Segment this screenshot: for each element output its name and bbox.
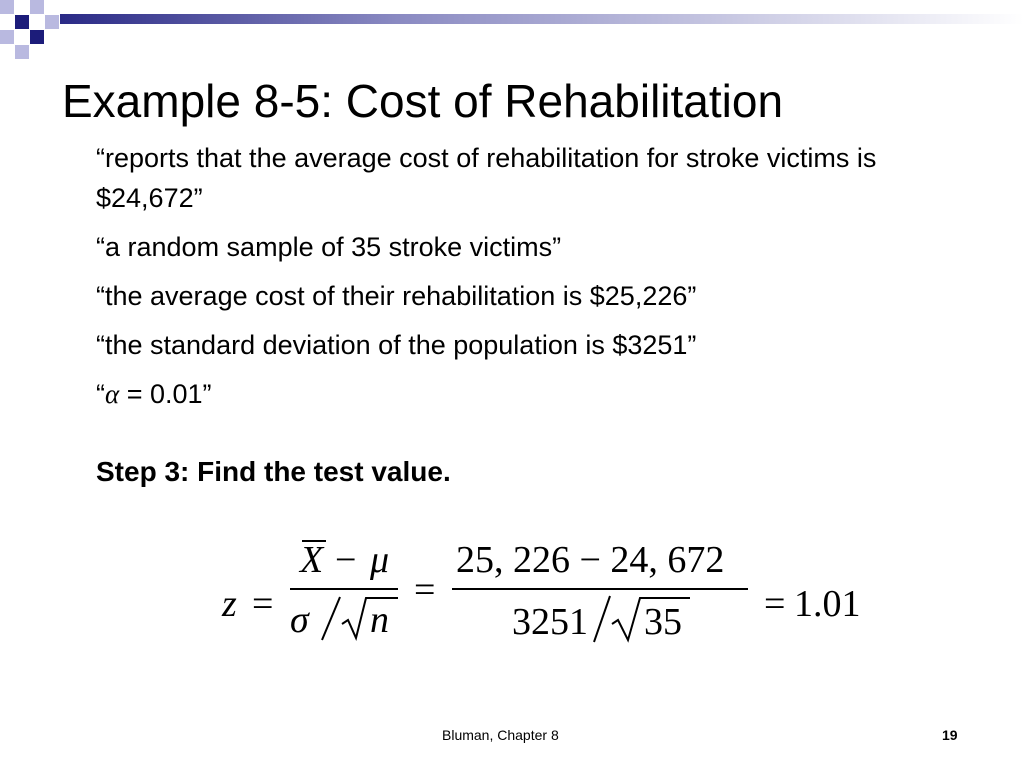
deco-square [15, 45, 29, 59]
numerator-numeric: 25, 226 − 24, 672 [456, 539, 725, 581]
bullet-item: “the standard deviation of the population is $3251” [96, 330, 697, 360]
footer-text: Bluman, Chapter 8 [442, 727, 559, 743]
formula-equals-2: = [414, 569, 436, 611]
page-number: 19 [942, 727, 958, 743]
header-decoration [0, 0, 1024, 60]
formula-sigma: σ [290, 599, 309, 641]
header-gradient-bar [60, 14, 1024, 24]
formula-mu: μ [370, 539, 390, 581]
division-slash-2 [594, 596, 610, 642]
formula-result: 1.01 [794, 583, 861, 625]
alpha-symbol: α [105, 379, 120, 409]
bullet-item-alpha [96, 374, 976, 414]
z-test-formula [0, 520, 1024, 660]
bullet-list [96, 138, 976, 423]
deco-square [0, 0, 14, 14]
bullet-item: “reports that the average cost of rehabilitation for stroke victims is $24,672” [96, 143, 877, 213]
division-slash [322, 597, 340, 640]
bullet-item: “the average cost of their rehabilitation is $25,226” [96, 281, 697, 311]
deco-square [15, 15, 29, 29]
step-heading: Step 3: Find the test value. [96, 456, 451, 487]
formula-equals: = [252, 583, 274, 625]
sqrt-value: 35 [644, 601, 682, 643]
open-quote: “ [96, 379, 105, 409]
alpha-value: = 0.01” [119, 379, 212, 409]
formula-equals-3: = [764, 583, 786, 625]
bullet-item: “a random sample of 35 stroke victims” [96, 232, 562, 262]
formula-z: z [222, 583, 237, 625]
formula-minus: − [335, 539, 357, 581]
formula-n: n [370, 599, 389, 641]
deco-square [30, 30, 44, 44]
deco-square [45, 15, 59, 29]
denominator-value: 3251 [512, 601, 588, 643]
deco-square [0, 30, 14, 44]
formula-xbar: X [300, 539, 324, 581]
slide-title: Example 8-5: Cost of Rehabilitation [62, 75, 784, 127]
deco-square [30, 0, 44, 14]
